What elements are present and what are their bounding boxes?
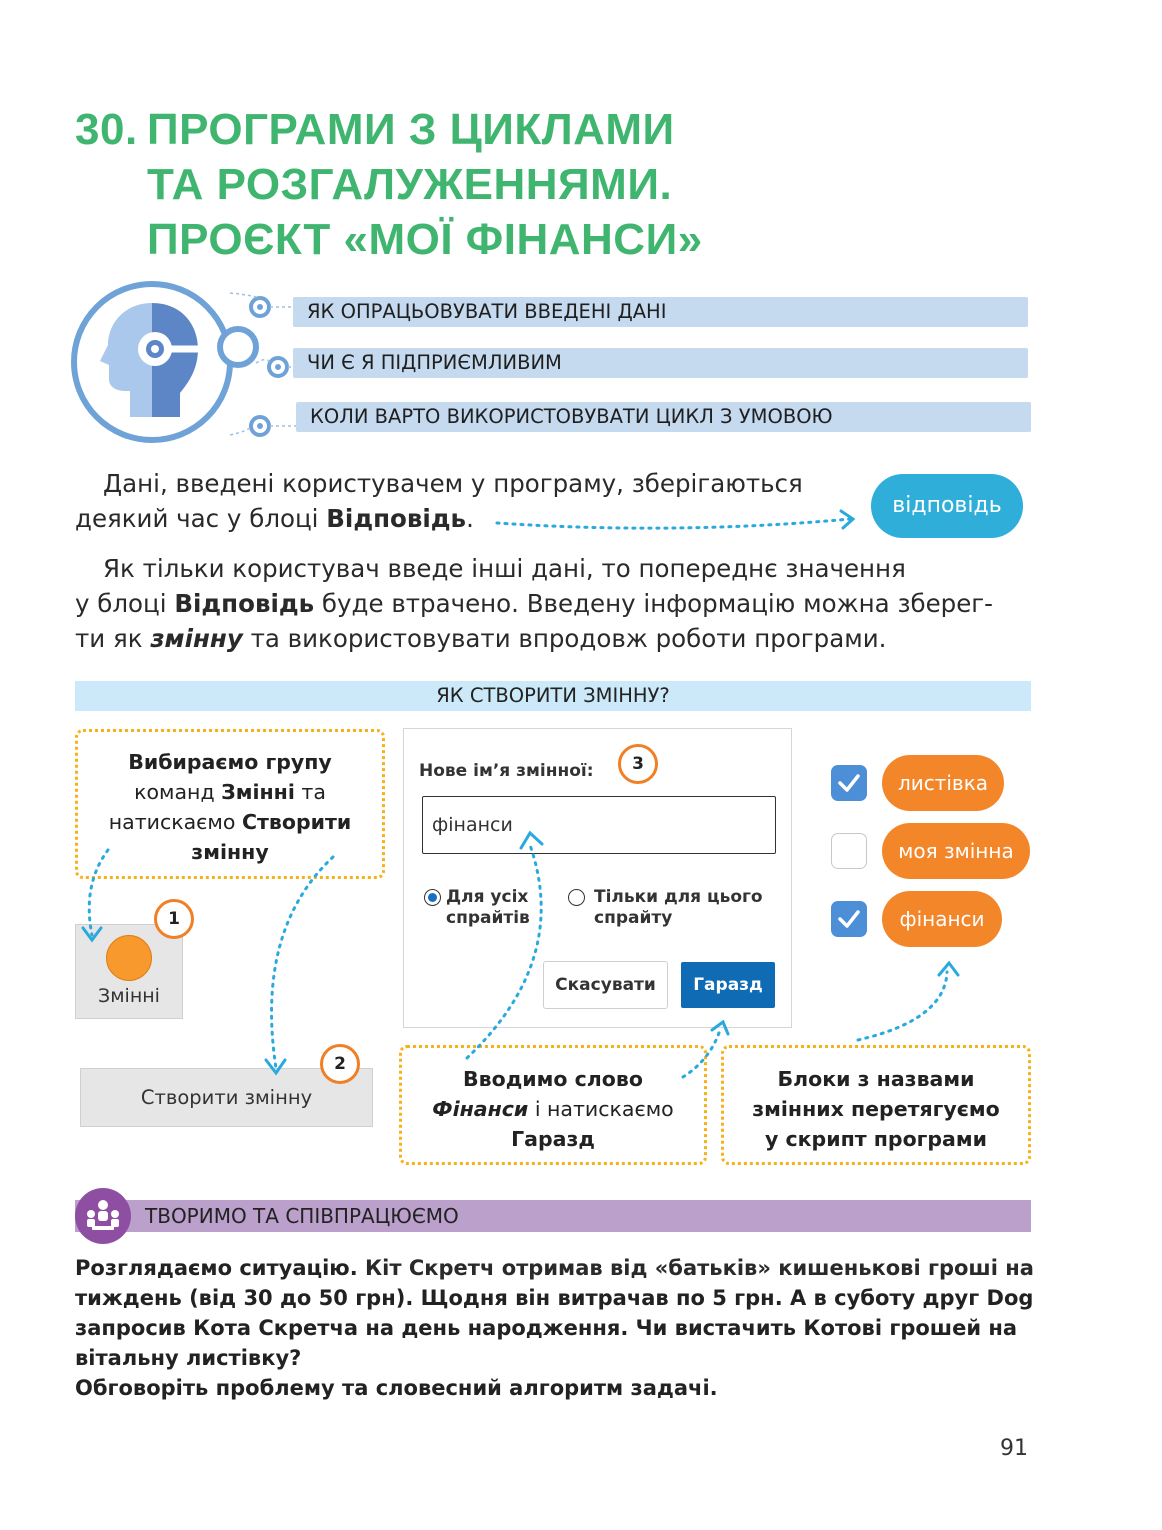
- instruction-line: Вибираємо групу: [128, 750, 332, 774]
- answer-term: Відповідь: [326, 504, 467, 533]
- text-run: команд: [134, 780, 222, 804]
- task-line: тиждень (від 30 до 50 грн). Щодня він витрачав по 5 грн. А в суботу друг Dog: [75, 1286, 1034, 1310]
- title-line-3: ПРОЄКТ «МОЇ ФІНАНСИ»: [147, 215, 703, 264]
- variable-block-2[interactable]: моя змінна: [882, 823, 1030, 879]
- instruction-line: змінних перетягуємо: [752, 1097, 1000, 1121]
- text-run: Кіт Скретч отримав від «батьків» кишенькові гроші на: [357, 1256, 1034, 1280]
- text-run: буде втрачено. Введену інформацію можна зберег-: [314, 589, 993, 618]
- text-run: Фінанси: [432, 1097, 529, 1121]
- task-line: Обговоріть проблему та словесний алгоритм задачі.: [75, 1376, 718, 1400]
- collaboration-section-bar: ТВОРИМО ТА СПІВПРАЦЮЄМО: [75, 1200, 1031, 1232]
- page-number: 91: [1000, 1436, 1028, 1461]
- text-run: у блоці: [75, 589, 175, 618]
- task-line: вітальну листівку?: [75, 1346, 302, 1370]
- how-to-create-variable-bar: ЯК СТВОРИТИ ЗМІННУ?: [75, 681, 1031, 711]
- task-lead: Розглядаємо ситуацію.: [75, 1256, 358, 1280]
- goal-bar-2: ЧИ Є Я ПІДПРИЄМЛИВИМ: [293, 348, 1028, 378]
- cancel-button[interactable]: Скасувати: [543, 961, 668, 1009]
- text-run: натискаємо: [108, 810, 242, 834]
- text-run: Змінні: [221, 780, 295, 804]
- team-icon: [75, 1188, 131, 1244]
- lesson-number: 30.: [75, 105, 138, 154]
- task-text: [75, 1253, 1035, 1403]
- ok-button[interactable]: Гаразд: [681, 962, 775, 1008]
- variable-term: змінну: [150, 624, 243, 653]
- goal-bar-1: ЯК ОПРАЦЬОВУВАТИ ВВЕДЕНІ ДАНІ: [293, 297, 1028, 327]
- text-run: ти як: [75, 624, 151, 653]
- instruction-line: у скрипт програми: [764, 1127, 988, 1151]
- step-2-marker: 2: [320, 1044, 360, 1084]
- title-line-2: ТА РОЗГАЛУЖЕННЯМИ.: [147, 160, 673, 209]
- goal-bar-3: КОЛИ ВАРТО ВИКОРИСТОВУВАТИ ЦИКЛ З УМОВОЮ: [296, 402, 1031, 432]
- title-line-1: ПРОГРАМИ З ЦИКЛАМИ: [147, 105, 675, 154]
- text-run: .: [466, 504, 474, 533]
- radio-label-line: Тільки для цього: [594, 887, 763, 907]
- variable-block-3[interactable]: фінанси: [882, 891, 1002, 947]
- task-line: запросив Кота Скретча на день народження. Чи вистачить Котові грошей на: [75, 1316, 1018, 1340]
- step-3-marker: 3: [618, 744, 658, 784]
- instruction-line: Блоки з назвами: [777, 1067, 975, 1091]
- text-run: та: [294, 780, 326, 804]
- instruction-line: Гаразд: [511, 1127, 595, 1151]
- step-1-marker: 1: [154, 899, 194, 939]
- answer-term: Відповідь: [174, 589, 315, 618]
- text-run: і натискаємо: [528, 1097, 674, 1121]
- radio-label-line: Для усіх: [446, 887, 529, 907]
- variable-block-1[interactable]: листівка: [882, 755, 1004, 811]
- text-run: та використовувати впродовж роботи програми.: [242, 624, 887, 653]
- text-run: деякий час у блоці: [75, 504, 327, 533]
- create-variable-button[interactable]: Створити змінну: [80, 1068, 373, 1127]
- instruction-line: Вводимо слово: [463, 1067, 643, 1091]
- task-line: [75, 1253, 1035, 1283]
- variable-name-input[interactable]: фінанси: [422, 796, 776, 854]
- radio-label-line: спрайтів: [446, 908, 530, 928]
- instruction-line: змінну: [191, 840, 269, 864]
- new-variable-name-label: Нове ім’я змінної:: [419, 761, 594, 781]
- answer-reporter-block: відповідь: [871, 474, 1023, 538]
- radio-label-line: спрайту: [594, 908, 673, 928]
- paragraph-1-line-1: Дані, введені користувачем у програму, зберігаються: [103, 469, 803, 498]
- text-run: Створити: [241, 810, 352, 834]
- variables-category-label: Змінні: [98, 985, 160, 1007]
- paragraph-2-line-1: Як тільки користувач введе інші дані, то попереднє значення: [103, 554, 906, 583]
